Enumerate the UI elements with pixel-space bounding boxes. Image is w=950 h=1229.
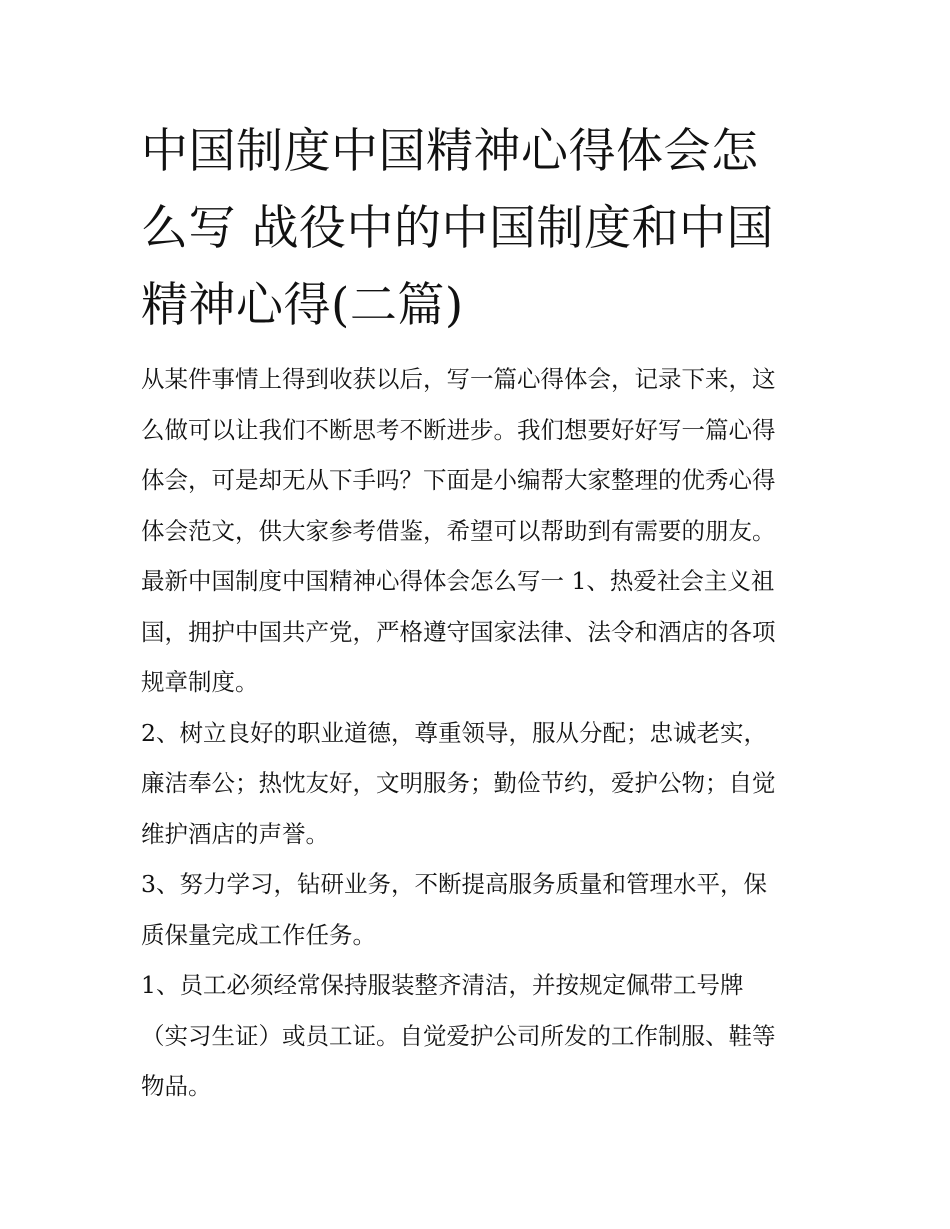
body-line: 维护酒店的声誉。 (141, 819, 329, 848)
document-title (141, 113, 821, 344)
body-line: 最新中国制度中国精神心得体会怎么写一 1、热爱社会主义祖 (141, 567, 775, 595)
body-line: 3、努力学习，钻研业务，不断提高服务质量和管理水平，保 (141, 870, 767, 898)
document-body (141, 354, 821, 1112)
body-line: （实习生证）或员工证。自觉爱护公司所发的工作制服、鞋等 (141, 1021, 776, 1050)
body-line: 2、树立良好的职业道德，尊重领导，服从分配；忠诚老实， (141, 718, 767, 747)
body-line: 物品。 (141, 1072, 212, 1100)
title-line: 精神心得(二篇) (141, 278, 464, 333)
body-line: 质保量完成工作任务。 (141, 920, 376, 949)
body-line: 1、员工必须经常保持服装整齐清洁，并按规定佩带工号牌 (141, 971, 744, 999)
body-line: 从某件事情上得到收获以后，写一篇心得体会，记录下来，这 (141, 365, 776, 393)
body-line: 规章制度。 (141, 668, 259, 696)
body-line: 体会范文，供大家参考借鉴，希望可以帮助到有需要的朋友。 (141, 516, 776, 545)
body-line: 廉洁奉公；热忱友好，文明服务；勤俭节约，爱护公物；自觉 (141, 769, 776, 797)
body-line: 国，拥护中国共产党，严格遵守国家法律、法令和酒店的各项 (141, 617, 776, 646)
title-line: 中国制度中国精神心得体会怎 (141, 124, 759, 179)
body-line: 体会，可是却无从下手吗？下面是小编帮大家整理的优秀心得 (141, 466, 776, 494)
body-line: 么做可以让我们不断思考不断进步。我们想要好好写一篇心得 (141, 415, 776, 444)
title-line: 么写 战役中的中国制度和中国 (141, 201, 774, 256)
